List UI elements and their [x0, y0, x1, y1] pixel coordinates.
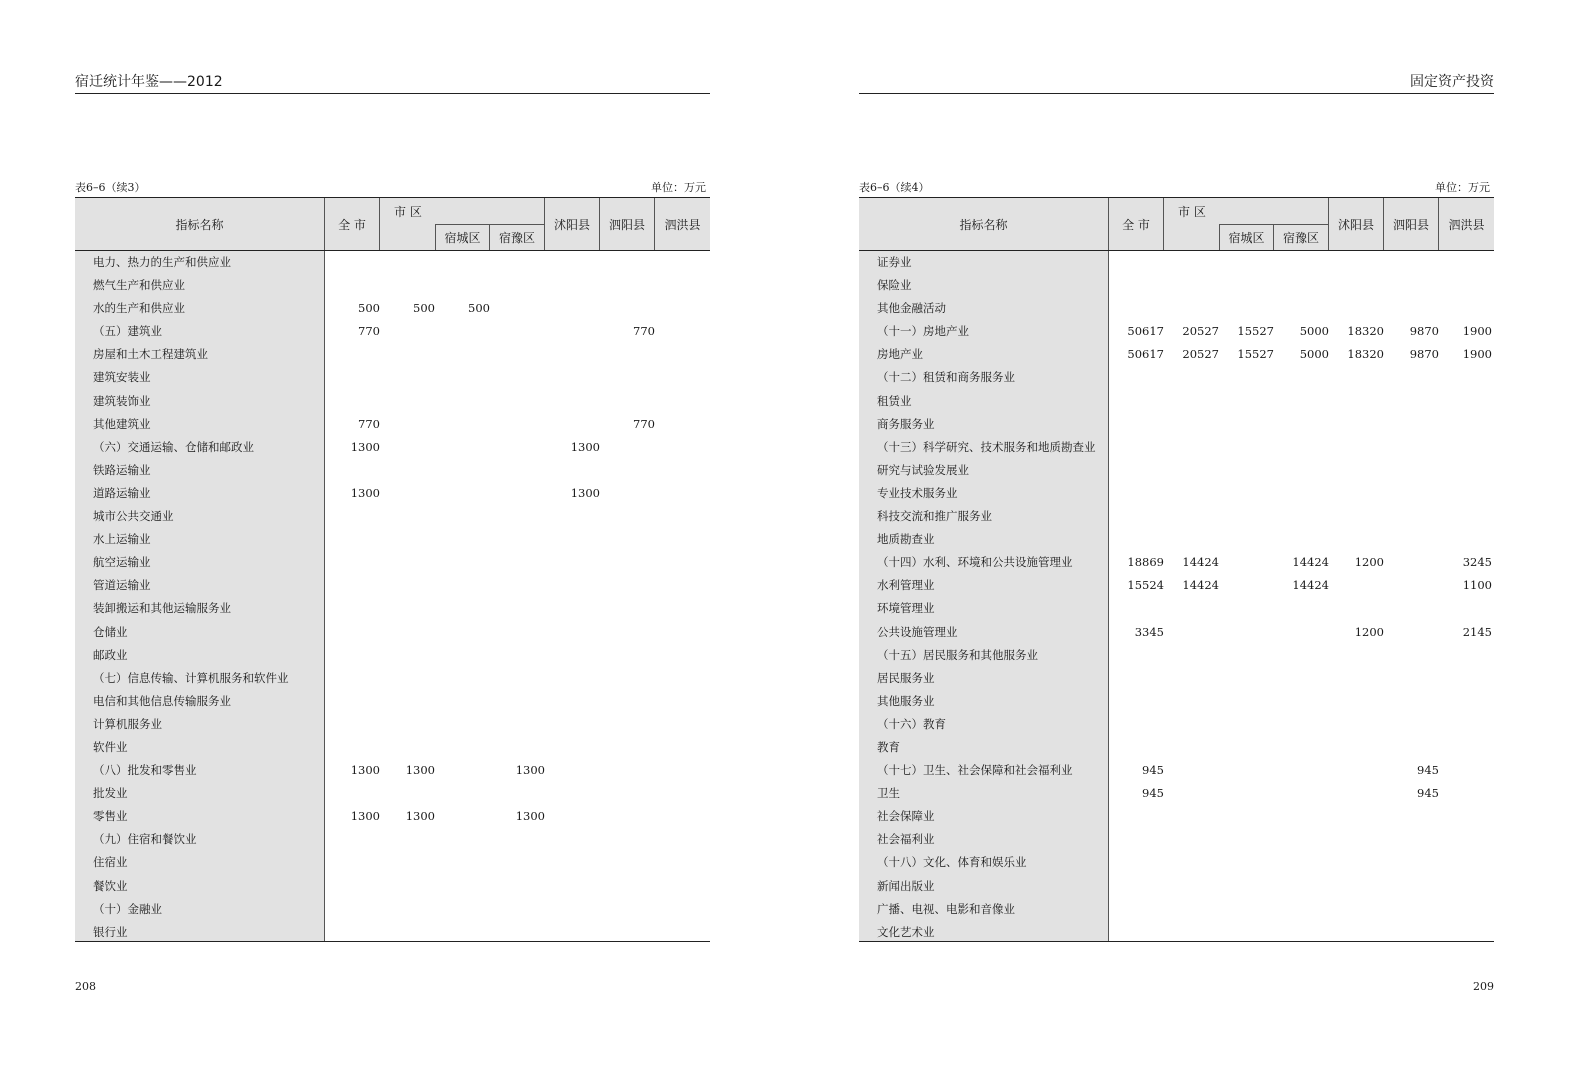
- table-row: [859, 667, 1494, 690]
- table-cell: 770: [633, 416, 655, 431]
- table-cell: 945: [1142, 763, 1164, 778]
- table-row: [859, 574, 1494, 597]
- table-cell: 14424: [1292, 578, 1329, 593]
- table-cell: 1300: [570, 485, 600, 500]
- running-head: 宿迁统计年鉴——2012: [75, 72, 710, 94]
- table-cell: 1300: [515, 763, 545, 778]
- row-label: （十）金融业: [93, 901, 162, 916]
- table-row: [859, 597, 1494, 620]
- row-label: 仓储业: [93, 624, 128, 639]
- table-cell: 1300: [350, 439, 380, 454]
- table-cell: 1200: [1354, 624, 1384, 639]
- header-whole-city: 全 市: [325, 198, 380, 250]
- header-shuyang: 沭阳县: [545, 198, 600, 250]
- row-label: 其他服务业: [877, 693, 935, 708]
- row-label: 邮政业: [93, 647, 128, 662]
- row-label: （十五）居民服务和其他服务业: [877, 647, 1038, 662]
- row-label: （十一）房地产业: [877, 324, 969, 339]
- table-cell: 15527: [1237, 324, 1274, 339]
- row-label: 地质勘查业: [877, 532, 935, 547]
- table-row: [75, 875, 710, 898]
- table-cell: 1300: [350, 485, 380, 500]
- table-cell: 1300: [570, 439, 600, 454]
- row-label: 新闻出版业: [877, 878, 935, 893]
- row-label: 文化艺术业: [877, 924, 935, 939]
- row-label: （十三）科学研究、技术服务和地质勘查业: [877, 439, 1096, 454]
- table-cell: 14424: [1182, 578, 1219, 593]
- table-cell: 770: [358, 324, 380, 339]
- table-cell: 1300: [405, 809, 435, 824]
- table-row: [859, 459, 1494, 482]
- table-row: [75, 482, 710, 505]
- table-body: [859, 251, 1494, 944]
- table-row: [859, 898, 1494, 921]
- table-cell: 50617: [1127, 347, 1164, 362]
- table-caption: [75, 180, 710, 196]
- unit-label: 单位：万元: [651, 181, 706, 194]
- row-label: 专业技术服务业: [877, 485, 958, 500]
- table-cell: 15527: [1237, 347, 1274, 362]
- row-label: （十七）卫生、社会保障和社会福利业: [877, 763, 1073, 778]
- row-label: 燃气生产和供应业: [93, 278, 185, 293]
- table-cell: 500: [413, 301, 435, 316]
- row-label: 航空运输业: [93, 555, 151, 570]
- row-label: 铁路运输业: [93, 462, 151, 477]
- table-row: [75, 251, 710, 274]
- table-cell: 20527: [1182, 324, 1219, 339]
- table-cell: 1300: [350, 763, 380, 778]
- row-label: 卫生: [877, 786, 900, 801]
- row-label: 广播、电视、电影和音像业: [877, 901, 1015, 916]
- table-cell: 500: [468, 301, 490, 316]
- table-cell: 18320: [1347, 324, 1384, 339]
- data-table: [859, 197, 1494, 942]
- running-head: 固定资产投资: [859, 72, 1494, 94]
- header-urban-district: 市 区: [1164, 198, 1329, 224]
- row-label: 科技交流和推广服务业: [877, 509, 992, 524]
- table-row: [859, 690, 1494, 713]
- row-label: 装卸搬运和其他运输服务业: [93, 601, 231, 616]
- row-label: 城市公共交通业: [93, 509, 174, 524]
- row-label: 管道运输业: [93, 578, 151, 593]
- right-page: [859, 0, 1494, 1077]
- header-shuyang: 沭阳县: [1329, 198, 1384, 250]
- table-row: [859, 528, 1494, 551]
- table-cell: 945: [1417, 763, 1439, 778]
- table-row: [859, 621, 1494, 644]
- table-row: [859, 320, 1494, 343]
- row-label: 研究与试验发展业: [877, 462, 969, 477]
- row-label: 证券业: [877, 255, 912, 269]
- table-caption: [859, 180, 1494, 196]
- table-cell: 20527: [1182, 347, 1219, 362]
- row-label: （六）交通运输、仓储和邮政业: [93, 439, 254, 454]
- table-row: [859, 251, 1494, 274]
- table-row: [859, 921, 1494, 944]
- row-label: （七）信息传输、计算机服务和软件业: [93, 670, 289, 685]
- header-suyu: 宿豫区: [490, 224, 545, 250]
- row-label: 批发业: [93, 786, 128, 801]
- table-cell: 1300: [405, 763, 435, 778]
- table-id: 表6–6（续4）: [859, 181, 930, 194]
- table-cell: 1300: [350, 809, 380, 824]
- header-suyu: 宿豫区: [1274, 224, 1329, 250]
- header-sihong: 泗洪县: [664, 217, 701, 232]
- header-sucheng: 宿城区: [435, 224, 490, 250]
- table-row: [859, 851, 1494, 874]
- row-label: （八）批发和零售业: [93, 763, 197, 778]
- table-row: [75, 505, 710, 528]
- table-cell: 14424: [1182, 555, 1219, 570]
- table-row: [859, 713, 1494, 736]
- row-label: 零售业: [93, 809, 128, 824]
- page-number: 208: [75, 980, 96, 993]
- header-siyang: 泗阳县: [600, 198, 655, 250]
- table-row: [859, 875, 1494, 898]
- row-label: 商务服务业: [877, 416, 935, 431]
- header-whole-city: 全 市: [1109, 198, 1164, 250]
- table-row: [75, 413, 710, 436]
- table-cell: 14424: [1292, 555, 1329, 570]
- page-number: 209: [1473, 980, 1494, 993]
- table-cell: 18869: [1127, 555, 1164, 570]
- table-row: [859, 759, 1494, 782]
- table-row: [75, 828, 710, 851]
- row-label: 其他建筑业: [93, 416, 151, 431]
- row-label: （十六）教育: [877, 716, 946, 731]
- table-row: [75, 274, 710, 297]
- table-row: [859, 343, 1494, 366]
- table-body: [75, 251, 710, 944]
- table-row: [859, 297, 1494, 320]
- table-row: [75, 597, 710, 620]
- table-cell: 770: [633, 324, 655, 339]
- table-cell: 500: [358, 301, 380, 316]
- table-cell: 1200: [1354, 555, 1384, 570]
- table-row: [859, 413, 1494, 436]
- row-label: 电信和其他信息传输服务业: [93, 693, 231, 708]
- row-label: 道路运输业: [93, 485, 151, 500]
- row-label: 教育: [877, 739, 900, 754]
- table-row: [75, 851, 710, 874]
- table-row: [75, 690, 710, 713]
- header-sucheng: 宿城区: [1219, 224, 1274, 250]
- table-cell: 770: [358, 416, 380, 431]
- row-label: 银行业: [93, 924, 128, 939]
- row-label: 电力、热力的生产和供应业: [93, 255, 231, 269]
- row-label: （十四）水利、环境和公共设施管理业: [877, 555, 1073, 570]
- table-row: [859, 828, 1494, 851]
- table-row: [75, 736, 710, 759]
- table-row: [75, 667, 710, 690]
- table-id: 表6–6（续3）: [75, 181, 146, 194]
- row-label: 房地产业: [877, 347, 923, 362]
- table-cell: 2145: [1462, 624, 1492, 639]
- table-row: [75, 713, 710, 736]
- table-row: [75, 297, 710, 320]
- table-cell: 3345: [1134, 624, 1164, 639]
- row-label: 水利管理业: [877, 578, 935, 593]
- table-row: [75, 644, 710, 667]
- table-row: [75, 574, 710, 597]
- left-page: [75, 0, 710, 1077]
- row-label: 计算机服务业: [93, 716, 162, 731]
- row-label: 建筑装饰业: [93, 393, 151, 408]
- table-cell: 945: [1417, 786, 1439, 801]
- table-row: [859, 274, 1494, 297]
- header-sihong: 泗洪县: [1448, 217, 1485, 232]
- table-cell: 5000: [1299, 347, 1329, 362]
- row-label: 租赁业: [877, 393, 912, 408]
- table-cell: 9870: [1409, 347, 1439, 362]
- table-row: [859, 551, 1494, 574]
- table-row: [859, 482, 1494, 505]
- row-label: 环境管理业: [877, 601, 935, 616]
- row-label: 保险业: [877, 278, 912, 293]
- table-row: [75, 551, 710, 574]
- table-cell: 945: [1142, 786, 1164, 801]
- row-label: （十八）文化、体育和娱乐业: [877, 855, 1027, 870]
- row-label: （九）住宿和餐饮业: [93, 832, 197, 847]
- row-label: 其他金融活动: [877, 301, 946, 316]
- table-row: [75, 759, 710, 782]
- table-cell: 9870: [1409, 324, 1439, 339]
- header-indicator-name: 指标名称: [859, 198, 1109, 250]
- table-row: [75, 782, 710, 805]
- table-row: [75, 621, 710, 644]
- table-cell: 15524: [1127, 578, 1164, 593]
- header-indicator-name: 指标名称: [75, 198, 325, 250]
- row-label: 水上运输业: [93, 532, 151, 547]
- row-label: （五）建筑业: [93, 324, 162, 339]
- table-cell: 3245: [1462, 555, 1492, 570]
- row-label: 居民服务业: [877, 670, 935, 685]
- row-label: 社会保障业: [877, 809, 935, 824]
- table-row: [859, 505, 1494, 528]
- row-label: （十二）租赁和商务服务业: [877, 370, 1015, 385]
- table-row: [75, 459, 710, 482]
- table-cell: 18320: [1347, 347, 1384, 362]
- row-label: 社会福利业: [877, 832, 935, 847]
- table-row: [75, 366, 710, 389]
- table-row: [859, 736, 1494, 759]
- table-row: [75, 921, 710, 944]
- table-row: [859, 644, 1494, 667]
- table-row: [75, 436, 710, 459]
- table-cell: 1100: [1462, 578, 1492, 593]
- table-cell: 1900: [1462, 324, 1492, 339]
- header-siyang: 泗阳县: [1384, 198, 1439, 250]
- table-cell: 1300: [515, 809, 545, 824]
- table-row: [859, 390, 1494, 413]
- table-row: [75, 320, 710, 343]
- row-label: 住宿业: [93, 855, 128, 870]
- row-label: 公共设施管理业: [877, 624, 958, 639]
- table-row: [75, 390, 710, 413]
- table-cell: 1900: [1462, 347, 1492, 362]
- unit-label: 单位：万元: [1435, 181, 1490, 194]
- table-row: [75, 898, 710, 921]
- row-label: 水的生产和供应业: [93, 301, 185, 316]
- table-row: [75, 343, 710, 366]
- table-row: [859, 366, 1494, 389]
- table-row: [75, 528, 710, 551]
- header-urban-district: 市 区: [380, 198, 545, 224]
- table-cell: 5000: [1299, 324, 1329, 339]
- table-header: [859, 198, 1494, 251]
- table-row: [75, 805, 710, 828]
- row-label: 餐饮业: [93, 878, 128, 893]
- data-table: [75, 197, 710, 942]
- table-cell: 50617: [1127, 324, 1164, 339]
- table-row: [859, 436, 1494, 459]
- table-row: [859, 782, 1494, 805]
- row-label: 房屋和土木工程建筑业: [93, 347, 208, 362]
- table-row: [859, 805, 1494, 828]
- row-label: 建筑安装业: [93, 370, 151, 385]
- row-label: 软件业: [93, 739, 128, 754]
- table-header: [75, 198, 710, 251]
